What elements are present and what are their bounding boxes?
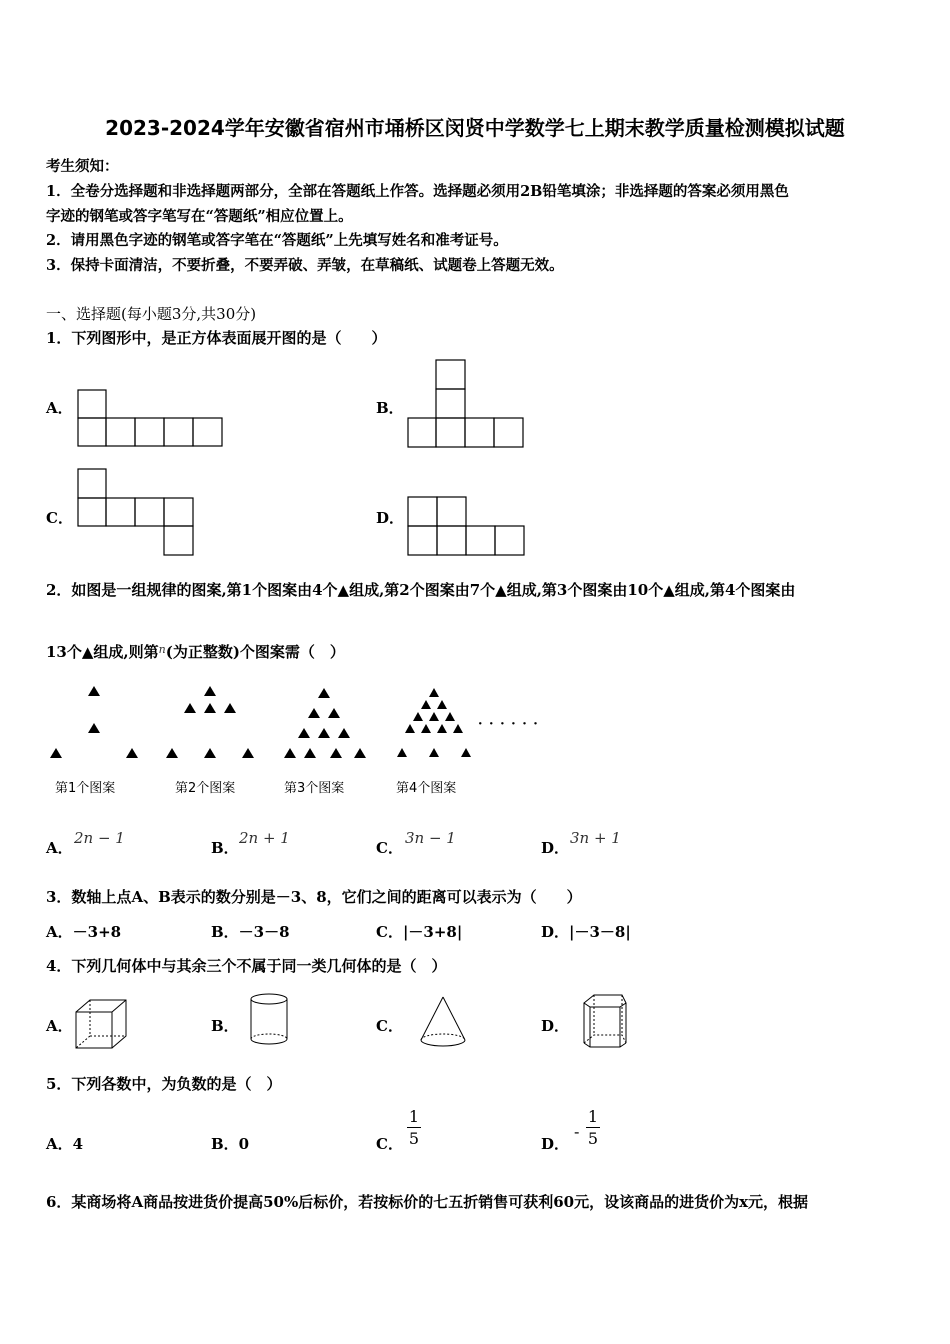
q2-option-d-label: D．	[541, 839, 570, 857]
q2-caption-1: 第1个图案	[55, 781, 116, 796]
notice-line: 1．全卷分选择题和非选择题两部分，全部在答题纸上作答。选择题必须用2B铅笔填涂；非选择题的答案必须用黑色	[46, 183, 789, 200]
q1-net-c	[77, 468, 195, 558]
q3-option-a: A．－3+8	[46, 923, 122, 941]
q4-option-d-label: D．	[541, 1017, 570, 1035]
question-2-stem-continued	[46, 641, 345, 662]
q4-option-a-label: A．	[46, 1017, 73, 1035]
question-5-stem: 5．下列各数中，为负数的是（ ）	[46, 1075, 282, 1093]
q5-option-a: A．4	[46, 1135, 84, 1153]
q3-option-d: D．|－3－8|	[541, 923, 631, 941]
q2-option-c-expr: 3n − 1	[405, 829, 456, 847]
q1-option-a-label: A．	[46, 399, 73, 417]
question-2-stem: 2．如图是一组规律的图案,第1个图案由4个▲组成,第2个图案由7个▲组成,第3个图案由10个▲组成,第4个图案由	[46, 581, 796, 599]
q2-ellipsis: · · · · · ·	[478, 717, 539, 732]
q1-net-a	[77, 389, 223, 449]
q5-negative-sign: -	[574, 1122, 580, 1141]
q2-option-b-label: B．	[211, 839, 239, 857]
fraction-numerator: 1	[587, 1107, 599, 1126]
section-heading: 一、选择题(每小题3分,共30分)	[46, 305, 257, 323]
q2-variable-n: n	[158, 643, 166, 656]
q5-option-d-label: D．	[541, 1135, 570, 1153]
question-6-stem: 6．某商场将A商品按进货价提高50%后标价，若按标价的七五折销售可获利60元，设该商品的进货价为x元，根据	[46, 1193, 809, 1211]
fraction-denominator: 5	[408, 1129, 420, 1148]
q2-option-b-expr: 2n + 1	[239, 829, 290, 847]
fraction-bar	[407, 1127, 421, 1128]
question-4-stem: 4．下列几何体中与其余三个不属于同一类几何体的是（ ）	[46, 957, 447, 975]
notice-line: 2．请用黑色字迹的钢笔或答字笔在“答题纸”上先填写姓名和准考证号。	[46, 232, 508, 249]
q5-option-b: B．0	[211, 1135, 250, 1153]
cube-icon	[74, 998, 128, 1050]
cylinder-icon	[248, 993, 290, 1047]
fraction-bar	[586, 1127, 600, 1128]
q4-option-c-label: C．	[376, 1017, 403, 1035]
q3-option-c: C．|－3+8|	[376, 923, 463, 941]
q1-option-d-label: D．	[376, 509, 405, 527]
q5-option-c-fraction	[407, 1107, 421, 1148]
page-title: 2023-2024学年安徽省宿州市埇桥区闵贤中学数学七上期末教学质量检测模拟试题	[105, 116, 845, 140]
q1-net-b	[407, 359, 525, 449]
notice-line: 字迹的钢笔或答字笔写在“答题纸”相应位置上。	[46, 208, 353, 225]
q2-caption-2: 第2个图案	[175, 781, 236, 796]
q2-stem-part: (为正整数)个图案需（ ）	[165, 643, 345, 661]
q2-stem-part: 13个▲组成,则第	[46, 643, 159, 661]
q2-option-a-expr: 2n − 1	[74, 829, 125, 847]
q2-pattern-4	[390, 684, 480, 764]
q2-caption-3: 第3个图案	[284, 781, 345, 796]
notice-heading: 考生须知：	[46, 158, 119, 175]
q2-option-c-label: C．	[376, 839, 403, 857]
prism-icon	[582, 993, 628, 1049]
q4-option-b-label: B．	[211, 1017, 239, 1035]
q1-option-b-label: B．	[376, 399, 404, 417]
fraction-numerator: 1	[408, 1107, 420, 1126]
q5-option-d-fraction	[586, 1107, 600, 1148]
q2-option-a-label: A．	[46, 839, 73, 857]
question-3-stem: 3．数轴上点A、B表示的数分别是－3、8，它们之间的距离可以表示为（ ）	[46, 888, 582, 906]
q3-option-b: B．－3－8	[211, 923, 290, 941]
q2-caption-4: 第4个图案	[396, 781, 457, 796]
q2-option-d-expr: 3n + 1	[570, 829, 621, 847]
question-1-stem: 1．下列图形中，是正方体表面展开图的是（ ）	[46, 329, 387, 347]
cone-icon	[418, 995, 468, 1049]
q2-pattern-1	[46, 684, 142, 764]
q5-option-c-label: C．	[376, 1135, 403, 1153]
q1-net-d	[407, 496, 525, 558]
q2-pattern-3	[278, 684, 378, 764]
q1-option-c-label: C．	[46, 509, 73, 527]
fraction-denominator: 5	[587, 1129, 599, 1148]
notice-line: 3．保持卡面清洁，不要折叠，不要弄破、弄皱，在草稿纸、试题卷上答题无效。	[46, 257, 564, 274]
q2-pattern-2	[162, 684, 262, 764]
